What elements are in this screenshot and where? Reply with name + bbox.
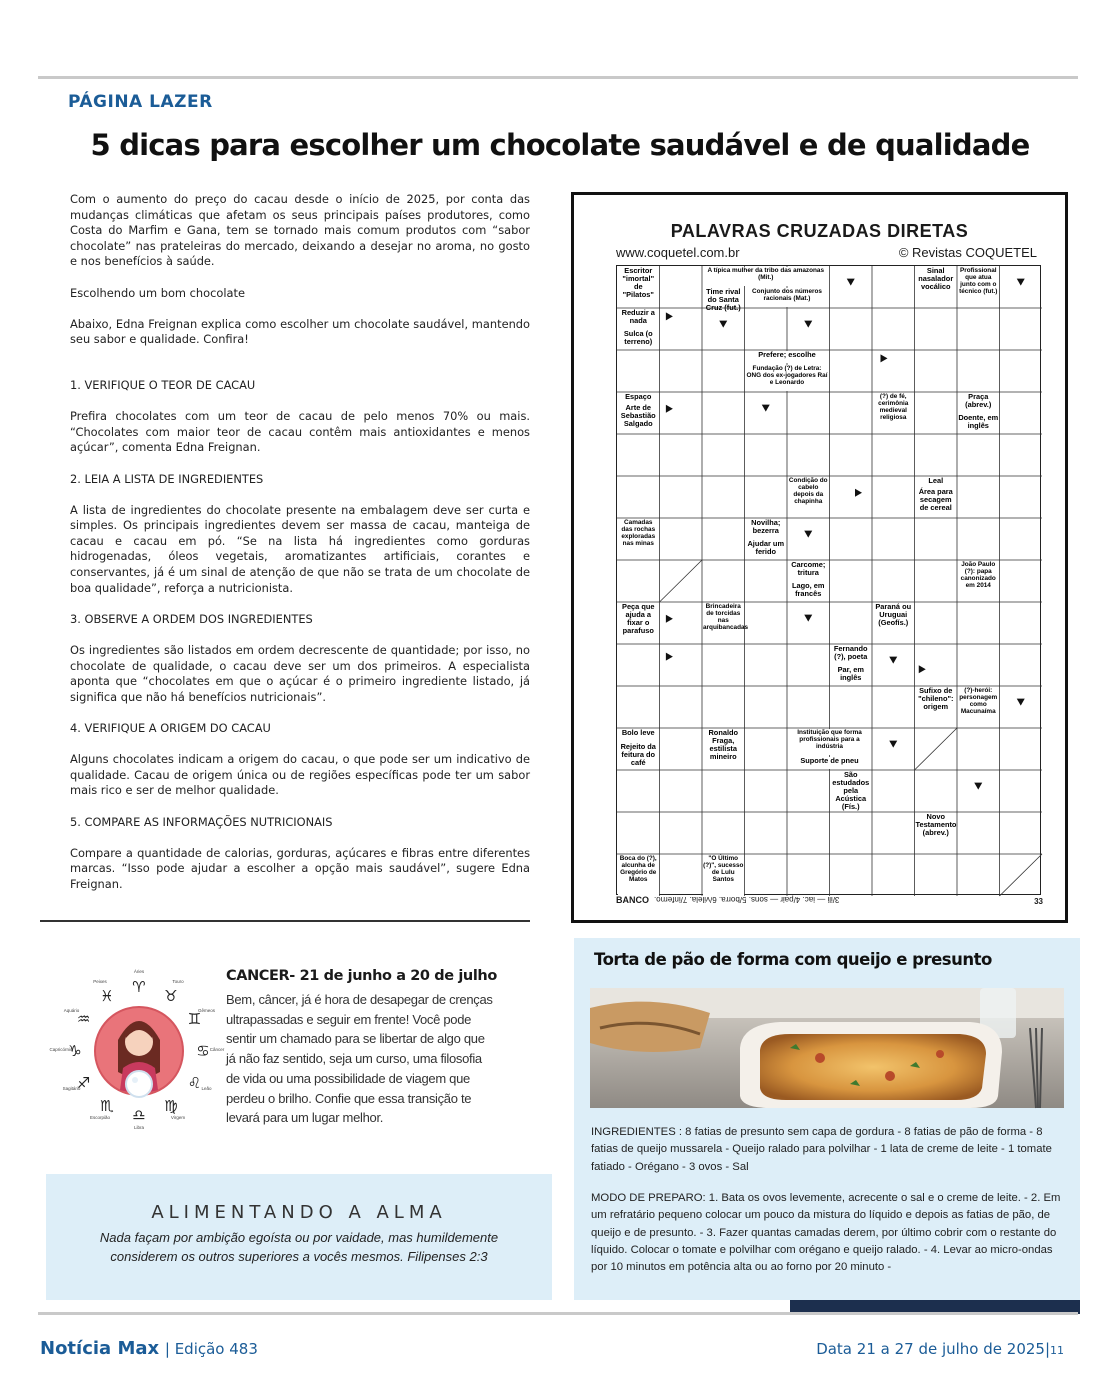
zodiac-sign-label: Leão xyxy=(201,1086,212,1091)
article-tip-heading: 4. VERIFIQUE A ORIGEM DO CACAU xyxy=(70,721,271,735)
crossword-clue: Área para secagem de cereal xyxy=(916,488,957,518)
zodiac-sign-label: Peixes xyxy=(93,979,107,985)
zodiac-sign-icon: ♐ xyxy=(76,1074,91,1092)
article-tip-heading: 3. OBSERVE A ORDEM DOS INGREDIENTES xyxy=(70,611,313,626)
right-arrow-icon xyxy=(666,405,673,413)
crossword-copyright: © Revistas COQUETEL xyxy=(898,245,1037,260)
crossword-clue: Leal xyxy=(916,477,957,486)
horoscope-title: CANCER- 21 de junho a 20 de julho xyxy=(226,968,497,984)
edition-number: | Edição 483 xyxy=(164,1340,258,1358)
zodiac-sign-label: Áries xyxy=(133,969,145,974)
crossword-clue: Brincadeira de torcidas nas arquibancadas xyxy=(703,603,744,643)
zodiac-sign-icon: ♓ xyxy=(100,986,114,1005)
crossword-clue: Espaço xyxy=(618,393,659,402)
horoscope-text: Bem, câncer, já é hora de desapegar de crenças ultrapassadas e seguir em frente! Você pode sentir um chamado para se libertar de algo que já não faz sentido, seja um curso, uma filosofia de vida ou uma possibilidade de viagem que perdeu o brilho. Confie que essa transição te levará para um lugar melhor. xyxy=(226,992,493,1126)
page-number: 11 xyxy=(1050,1344,1064,1357)
article-paragraph: Os ingredientes são listados em ordem decrescente de quantidade; por isso, no chocolate de qualidade, o cacau deve ser um dos primeiros. A especialista aponta que “chocolates em que o açúcar é o primeiro ingrediente listado, já significa que não há benefícios nutricionais”. xyxy=(70,643,530,704)
bottom-rule xyxy=(38,1312,1078,1315)
crossword-clue: Carcome; tritura xyxy=(788,561,829,580)
crossword-clue: Escritor "imortal" de "Pilatos" xyxy=(618,267,659,307)
crossword-clue: Paraná ou Uruguai (Geofís.) xyxy=(873,603,914,643)
right-arrow-icon xyxy=(666,653,673,661)
crossword-clue: Fernando (?), poeta xyxy=(831,645,872,664)
crossword-clue: Sinal nasalador vocálico xyxy=(916,267,957,307)
crossword-clue: Reduzir a nada xyxy=(618,309,659,328)
footer-brand xyxy=(40,1338,258,1359)
down-arrow-icon xyxy=(889,657,897,664)
right-arrow-icon xyxy=(666,615,673,623)
crossword-clue: Praça (abrev.) xyxy=(958,393,999,412)
crossword-clue: Sufixo de "chileno": origem xyxy=(916,687,957,727)
down-arrow-icon xyxy=(762,405,770,412)
grid-diagonal xyxy=(1000,854,1043,896)
footer-date xyxy=(816,1340,1064,1358)
zodiac-sign-label: Virgem xyxy=(170,1114,186,1120)
crossword-puzzle xyxy=(571,192,1068,923)
down-arrow-icon xyxy=(847,279,855,286)
crossword-clue: Prefere; escolhe xyxy=(746,351,829,363)
zodiac-sign-icon: ♈ xyxy=(132,978,146,996)
crossword-clue: Par, em inglês xyxy=(831,666,872,685)
article-body xyxy=(70,192,530,893)
down-arrow-icon xyxy=(1017,699,1025,706)
article-paragraph: Alguns chocolates indicam a origem do cacau, o que pode ser um indicativo de qualidade. Cacau de origem única ou de regiões específicas pode ter um sabor mais rico e ser de melhor qualidade. xyxy=(70,752,530,798)
article-paragraph: A lista de ingredientes do chocolate presente na embalagem deve ser curta e simples. Os principais ingredientes devem ser massa de cacau, manteiga de cacau e cacau em pó. “Se na lista há ingredientes como gorduras hidrogenadas, óleos vegetais, aromatizantes artificiais, corantes e conservantes, já é um sinal de atenção de que não se trata de um chocolate de boa qualidade”, reforça a nutricionista. xyxy=(70,502,530,595)
headline: 5 dicas para escolher um chocolate saudável e de qualidade xyxy=(90,128,1030,162)
recipe-title: Torta de pão de forma com queijo e presunto xyxy=(594,950,992,969)
article-paragraph: Prefira chocolates com um teor de cacau de pelo menos 70% ou mais. “Chocolates com maior teor de cacau contêm mais antioxidantes e menos açúcar”, comenta Edna Freignan. xyxy=(70,409,530,455)
crossword-banco: BANCO xyxy=(616,895,649,905)
crossword-clue: Lago, em francês xyxy=(788,582,829,601)
soul-verse: Nada façam por ambição egoísta ou por vaidade, mas humildemente considerem os outros superiores a vocês mesmos. Filipenses 2:3 xyxy=(99,1230,499,1264)
down-arrow-icon xyxy=(719,321,727,328)
crossword-clue: Doente, em inglês xyxy=(958,414,999,433)
casserole-photo-icon xyxy=(590,988,1064,1108)
article-tip-heading: 2. LEIA A LISTA DE INGREDIENTES xyxy=(70,471,264,486)
zodiac-sign-icon: ♉ xyxy=(164,986,178,1005)
zodiac-sign-label: Sagitário xyxy=(62,1086,81,1091)
zodiac-sign-label: Aquário xyxy=(63,1008,80,1013)
zodiac-sign-icon: ♎ xyxy=(132,1106,146,1124)
crossword-clue: "O Último (?)", sucesso de Lulu Santos xyxy=(703,855,744,895)
issue-date: Data 21 a 27 de julho de 2025| xyxy=(816,1340,1050,1358)
down-arrow-icon xyxy=(804,321,812,328)
crossword-page-number: 33 xyxy=(1034,897,1043,906)
zodiac-sign-icon: ♋ xyxy=(196,1042,210,1060)
recipe-ingredients: INGREDIENTES : 8 fatias de presunto sem capa de gordura - 8 fatias de pão de forma - 8 fatias de queijo mussarela - Queijo ralado para polvilhar - 1 lata de creme de leite - 1 tomate fatiado - Orégano - 3 ovos - Sal xyxy=(591,1126,1052,1173)
zodiac-sign-label: Capricórnio xyxy=(49,1047,73,1052)
crossword-clue: (?) de fé, cerimônia medieval religiosa xyxy=(873,393,914,433)
right-arrow-icon xyxy=(855,489,862,497)
zodiac-sign-label: Libra xyxy=(133,1125,144,1130)
crossword-clue: (?)-herói: personagem como Macunaíma xyxy=(958,687,999,727)
crossword-clue: Conjunto dos números racionais (Mat.) xyxy=(746,288,829,307)
crossword-title: PALAVRAS CRUZADAS DIRETAS xyxy=(670,221,969,241)
recipe-photo xyxy=(590,988,1064,1108)
zodiac-sign-label: Gêmeos xyxy=(198,1008,216,1013)
crossword-answer-key: 3/ili — iac. 4/pair — sons. 5/borra. 6/vilela. 7/inferno. xyxy=(654,895,840,904)
zodiac-sign-icon: ♌ xyxy=(187,1074,202,1092)
crossword-clue: Boca do (?), alcunha de Gregório de Matos xyxy=(618,855,659,895)
recipe-method: MODO DE PREPARO: 1. Bata os ovos levemente, acrecente o sal e o creme de leite. - 2. Em um refratário pequeno colocar um pouco da mistura do líquido e depois as fatias de pão, de queijo e de presunto. - 3. Fazer quantas camadas derem, por último cobrir com o restante do líquido. Colocar o tomate e polvilhar com orégano e queijo ralado. - 4. Levar ao micro-ondas por 10 minutos em potência alta ou ao forno por 20 minuto - xyxy=(591,1192,1061,1274)
crossword-clue: Ajudar um ferido xyxy=(746,540,787,559)
crossword-clue: Bolo leve xyxy=(618,729,659,741)
article-subheading: Escolhendo um bom chocolate xyxy=(70,285,245,300)
crossword-clue: A típica mulher da tribo das amazonas (Mit.) xyxy=(703,267,829,286)
crossword-clue: Condição do cabelo depois da chapinha xyxy=(788,477,829,517)
zodiac-sign-label: Escorpião xyxy=(89,1114,110,1120)
crossword-clue: Camadas das rochas exploradas nas minas xyxy=(618,519,659,559)
soul-title: ALIMENTANDO A ALMA xyxy=(151,1202,447,1223)
zodiac-sign-icon: ♒ xyxy=(76,1010,91,1028)
zodiac-sign-icon: ♍ xyxy=(164,1097,178,1116)
article-divider xyxy=(40,920,530,922)
zodiac-wheel-illustration xyxy=(49,969,225,1130)
down-arrow-icon xyxy=(1017,279,1025,286)
crossword-clue: Arte de Sebastião Salgado xyxy=(618,404,659,434)
crossword-clue: São estudados pela Acústica (Fís.) xyxy=(832,770,870,811)
zodiac-sign-icon: ♏ xyxy=(100,1097,114,1116)
crossword-clue: Instituição que forma profissionais para a indústria xyxy=(788,729,871,755)
crossword-clue: Fundação (?) de Letra: ONG dos ex-jogadores Raí e Leonardo xyxy=(746,365,829,391)
section-label: PÁGINA LAZER xyxy=(68,92,213,112)
crossword-site: www.coquetel.com.br xyxy=(616,245,740,260)
zodiac-sign-label: Câncer xyxy=(209,1047,225,1052)
crossword-clue: Ronaldo Fraga, estilista mineiro xyxy=(703,729,744,769)
down-arrow-icon xyxy=(889,741,897,748)
brand-name: Notícia Max xyxy=(40,1338,160,1359)
right-arrow-icon xyxy=(666,312,673,320)
zodiac-sign-label: Touro xyxy=(172,979,184,985)
down-arrow-icon xyxy=(974,783,982,790)
article-tip-heading: 5. COMPARE AS INFORMAÇÕES NUTRICIONAIS xyxy=(70,814,333,829)
crossword-clue: Rejeito da feitura do café xyxy=(618,743,659,769)
article-paragraph: Compare a quantidade de calorias, gorduras, açúcares e fibras entre diferentes marcas. “Isso pode ajudar a escolher a opção mais saudável”, sugere Edna Freignan. xyxy=(70,845,530,891)
article-tip-heading: 1. VERIFIQUE O TEOR DE CACAU xyxy=(70,377,256,392)
recipe-box xyxy=(574,938,1080,1300)
zodiac-sign-icon: ♊ xyxy=(187,1010,202,1028)
crossword-clue: Novilha; bezerra xyxy=(746,519,787,538)
soul-quote-box xyxy=(46,1174,552,1300)
right-arrow-icon xyxy=(919,665,926,673)
crossword-clue: Sulca (o terreno) xyxy=(618,330,659,349)
grid-diagonal xyxy=(660,560,703,602)
crossword-grid xyxy=(616,265,1041,895)
crossword-clue: Profissional que atua junto com o técnico (fut.) xyxy=(958,267,999,307)
crossword-clue: Time rival do Santa Cruz (fut.) xyxy=(703,288,744,307)
down-arrow-icon xyxy=(804,615,812,622)
crossword-clue: Suporte de pneu xyxy=(788,757,871,769)
article-paragraph: Abaixo, Edna Freignan explica como escolher um chocolate saudável, mantendo seu sabor e qualidade. Confira! xyxy=(70,316,530,347)
crossword-clue: João Paulo (?): papa canonizado em 2014 xyxy=(958,561,999,601)
article-paragraph: Com o aumento do preço do cacau desde o início de 2025, por conta das mudanças climáticas que afetam os seus principais países produtores, como Costa do Marfim e Gana, tem se tornado mais comum produtos com “sabor chocolate” nas prateleiras do mercado, deixando a desejar no aroma, no gosto e nos benefícios à saúde. xyxy=(70,192,530,269)
zodiac-sign-icon: ♑ xyxy=(68,1042,82,1060)
grid-diagonal xyxy=(915,728,958,770)
crossword-clue: Peça que ajuda a fixar o parafuso xyxy=(618,603,659,643)
right-arrow-icon xyxy=(881,354,888,362)
crossword-clue: Novo Testamento (abrev.) xyxy=(916,813,957,853)
down-arrow-icon xyxy=(804,531,812,538)
top-rule xyxy=(38,76,1078,79)
